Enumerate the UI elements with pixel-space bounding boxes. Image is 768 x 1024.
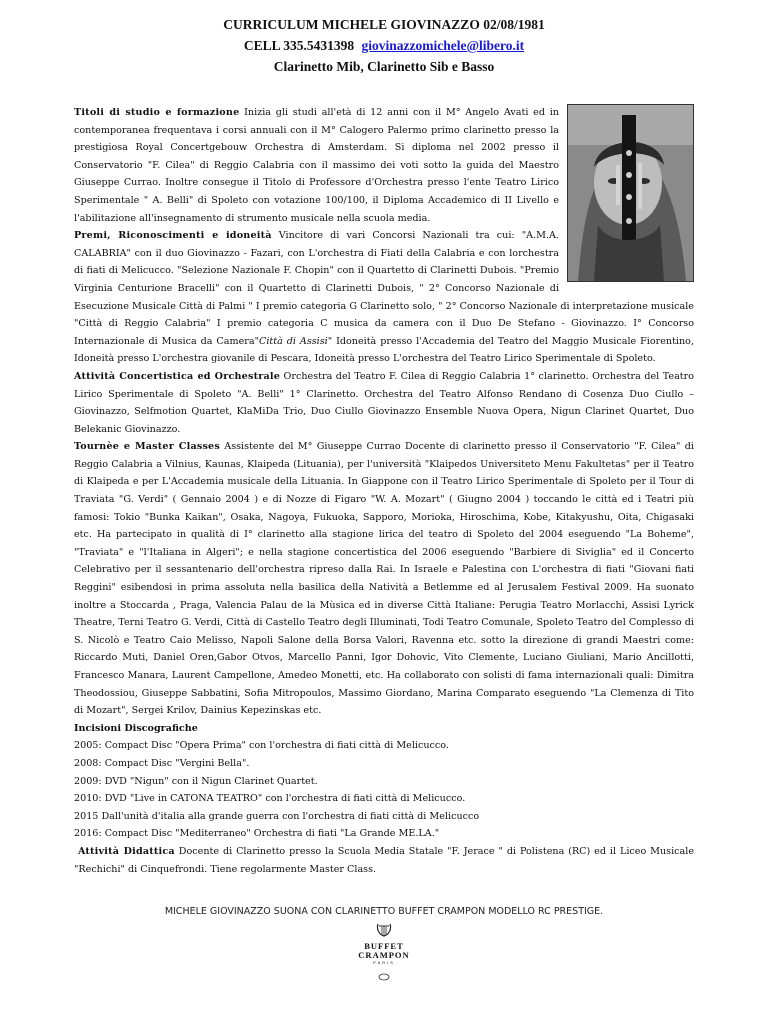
list-item: 2009: DVD "Nigun" con il Nigun Clarinet Quartet.: [74, 775, 318, 787]
section-text: Idoneità presso l'Accademia del Teatro del Maggio Musicale Fiorentino, Idoneità presso L'orchestra giovanile di Pescara, Idoneità presso L'orchestra del Teatro Lirico Sperimentale di Spoleto.: [74, 335, 694, 365]
musician-portrait-icon: [568, 105, 693, 281]
list-item: 2005: Compact Disc "Opera Prima" con l'orchestra di fiati città di Melicucco.: [74, 740, 449, 752]
section-text: Vincitore di vari Concorsi Nazionali tra cui: "A.M.A. CALABRIA" con il duo Giovinazzo - Fazari, con L'orchestra di Fiati della Calabria e con lorchestra di fiati di Melicucco. "Selezione Nazionale F. Chopin" con il Quartetto di Clarinetti Dubois. "Premio Virginia Centurione Bracelli" con il Quartetto di Clarinetti Dubois, " 2° Concorso Nazionale di Esecuzione Musicale Città di Palmi " I premio categoria G Clarinetto solo, " 2° Concorso Nazionale di interpretazione musicale "Città di Reggio Calabria" I premio categoria C musica da camera con il Duo De Stefano - Giovinazzo. I° Concorso Internazionale di Musica da Camera: [74, 230, 694, 347]
list-item: 2008: Compact Disc "Vergini Bella".: [74, 757, 250, 769]
section-tournee: [74, 438, 694, 720]
list-item: 2015 Dall'unità d'italia alla grande guerra con l'orchestra di fiati città di Melicucco: [74, 810, 480, 822]
section-discografia: [74, 720, 694, 843]
buffet-crampon-logo: [334, 922, 434, 978]
emblem-icon: [377, 973, 391, 981]
section-attivita: [74, 368, 694, 438]
footer-note: MICHELE GIOVINAZZO SUONA CON CLARINETTO BUFFET CRAMPON MODELLO RC PRESTIGE.: [164, 906, 604, 917]
section-text-italic: "Città di Assisi": [254, 335, 333, 347]
list-item: 2016: Compact Disc "Mediterraneo" Orchestra di fiati "La Grande ME.LA.": [74, 828, 440, 840]
section-text: Orchestra del Teatro F. Cilea di Reggio Calabria 1° clarinetto. Orchestra del Teatro Lirico Sperimentale di Spoleto "A. Belli" 1° Clarinetto. Orchestra del Teatro Alfonso Rendano di Cosenza Duo Ciullo – Giovinazzo, Selfmotion Quartet, KlaMiDa Trio, Duo Ciullo Giovinazzo Ensemble Nuova Opera, Nigun Clarinet Quartet, Duo Belekanic Giovinazzo.: [74, 370, 694, 435]
discography-list: [74, 737, 694, 843]
section-heading: Incisioni Discografiche: [74, 722, 198, 734]
section-didattica: [74, 843, 694, 878]
section-text: Docente di Clarinetto presso la Scuola Media Statale "F. Jerace " di Polistena (RC) ed il Liceo Musicale "Rechichi" di Cinquefrondi. Tiene regolarmente Master Class.: [74, 845, 695, 875]
logo-text-buffet: BUFFET: [364, 941, 404, 951]
portrait-photo: [567, 104, 694, 282]
section-heading: Premi, Riconoscimenti e idoneità: [74, 230, 272, 242]
email-link[interactable]: giovinazzomichele@libero.it: [361, 38, 525, 53]
cv-title: CURRICULUM MICHELE GIOVINAZZO 02/08/1981: [223, 17, 545, 32]
section-heading: Attività Concertistica ed Orchestrale: [74, 370, 281, 382]
contact-line: [0, 35, 768, 56]
logo-text-paris: PARIS: [373, 960, 395, 965]
lyre-icon: [374, 922, 394, 938]
logo-text-crampon: CRAMPON: [358, 950, 410, 960]
section-heading: Attività Didattica: [77, 845, 175, 857]
instruments-line: Clarinetto Mib, Clarinetto Sib e Basso: [273, 59, 495, 74]
section-text: Assistente del M° Giuseppe Currao Docente di clarinetto presso il Conservatorio "F. Cilea" di Reggio Calabria a Vilnius, Kaunas, Klaipeda (Lituania), per l'università "Klaipedos Universiteto Menu Fakultetas" per il Teatro di Klaipeda e per L'Accademia musicale della Lituania. In Giappone con il Teatro Lirico Sperimentale di Spoleto per il Tour di Traviata "G. Verdi" ( Gennaio 2004 ) e di Nozze di Figaro "W. A. Mozart" ( Giugno 2004 ) toccando le città ed i Teatri più famosi: Tokio "Bunka Kaikan", Osaka, Nagoya, Fukuoka, Sapporo, Morioka, Hiroschima, Kobe, Kitakyushu, Oita, Chigasaki etc. Ha partecipato in qualità di I° clarinetto alla stagione lirica del teatro di Spoleto del 2004 eseguendo "La Boheme", "Traviata" e "l'Italiana in Algeri"; e nella stagione concertistica del 2006 eseguendo "Barbiere di Siviglia" ed il Concerto Celebrativo per il sessantenario dell'orchestra ripreso dalla Rai. In Israele e Palestina con L'orchestra di fiati "Giovani fiati Reggini" esibendosi in prima assoluta nella basilica della Natività a Betlemme ed al Jerusalem Festival 2009. Ha suonato inoltre a Stoccarda , Praga, Valencia Palau de la Mùsica ed in diverse Città Italiane: Perugia Teatro Morlacchi, Assisi Lyrick Theatre, Terni Teatro G. Verdi, Città di Castello Teatro degli Illuminati, Todi Teatro Comunale, Spoleto Teatro del Complesso di S. Nicolò e Teatro Caio Melisso, Napoli Salone della Borsa Valori, Ravenna etc. sotto la direzione di grandi Maestri come: Riccardo Muti, Daniel Oren,Gabor Otvos, Marcello Panni, Igor Dohovic, Vito Clemente, Luciano Giuliani, Mario Ancillotti, Francesco Manara, Laurent Campellone, Amedeo Monetti, etc. Ha collaborato con solisti di fama internazionali quali: Dimitra Theodossiou, Giuseppe Sabbatini, Sofia Mitropoulos, Massimo Giordano, Marina Comparato eseguendo "La Clemenza di Tito di Mozart", Sergei Krilov, Dainius Kepezinskas etc.: [74, 441, 694, 717]
document-header: [0, 14, 768, 77]
list-item: 2010: DVD "Live in CATONA TEATRO" con l'orchestra di fiati città di Melicucco.: [74, 793, 466, 805]
phone-number: CELL 335.5431398: [243, 38, 355, 53]
cv-body: [74, 104, 694, 878]
section-heading: Tournèe e Master Classes: [74, 441, 220, 453]
section-text: Inizia gli studi all'età di 12 anni con il M° Angelo Avati ed in contemporanea frequentava i corsi annuali con il M° Calogero Palermo primo clarinetto presso la prestigiosa Royal Concertgebouw Orchestra di Amsterdam. Si diploma nel 2002 presso il Conservatorio "F. Cilea" di Reggio Calabria con il massimo dei voti sotto la guida del Maestro Giuseppe Currao. Inoltre consegue il Titolo di Professore d'Orchestra presso l'ente Teatro Lirico Sperimentale " A. Belli" di Spoleto con votazione 100/100, il Diploma Accademico di II Livello e l'abilitazione all'insegnamento di strumento musicale nella scuola media.: [74, 107, 559, 224]
section-heading: Titoli di studio e formazione: [74, 107, 240, 118]
